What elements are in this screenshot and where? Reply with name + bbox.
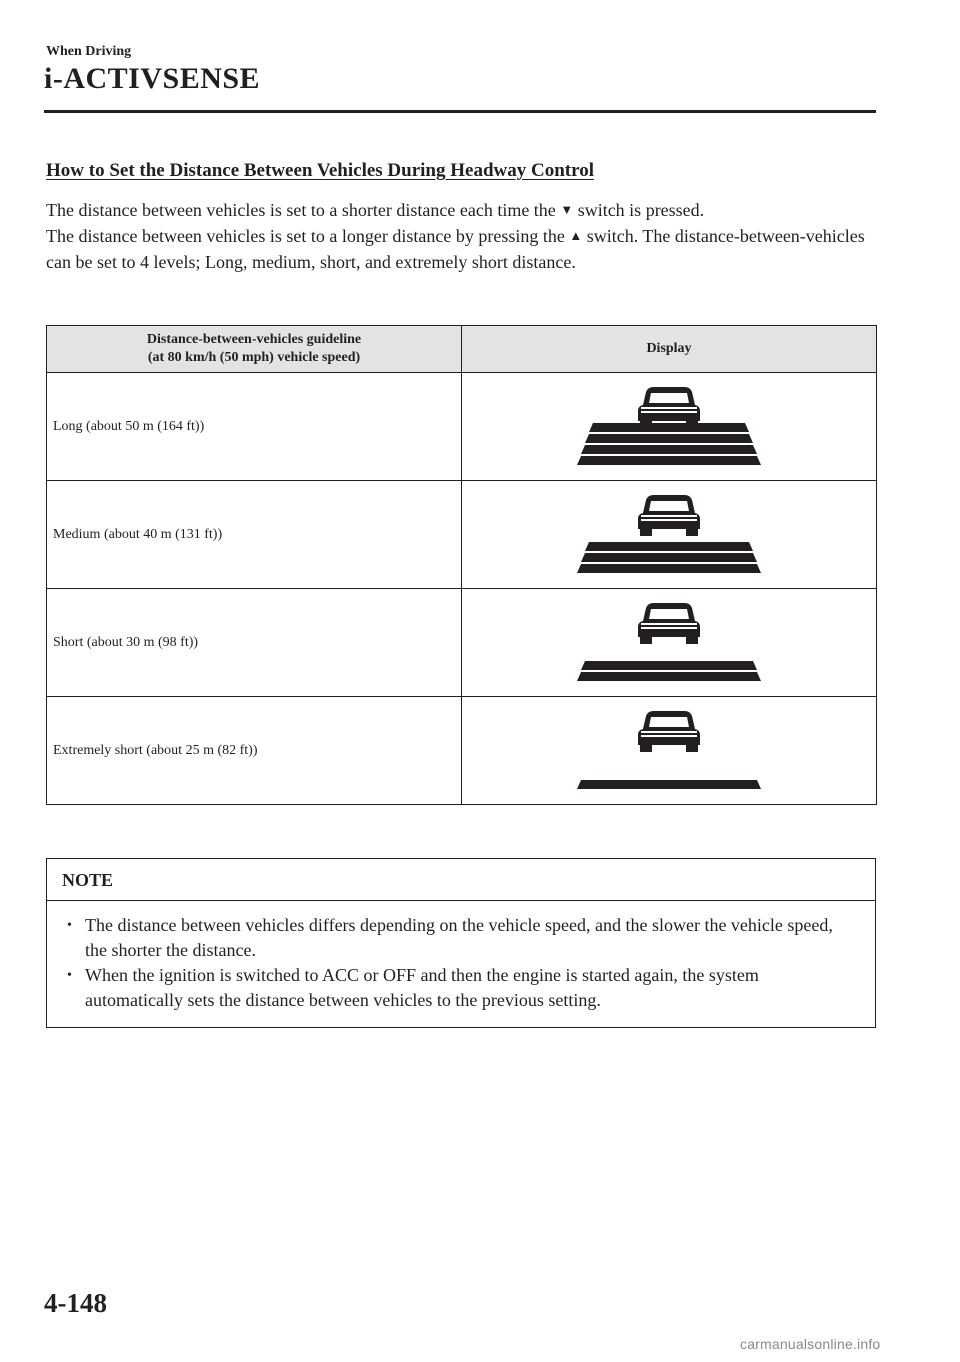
table-row xyxy=(47,481,877,589)
distance-bar-icon xyxy=(581,553,757,562)
header-divider xyxy=(44,110,876,113)
distance-bar-icon xyxy=(577,672,761,681)
page-number: 4-148 xyxy=(44,1288,107,1318)
intro-text-1b: switch is pressed. xyxy=(573,200,705,220)
table-row xyxy=(47,589,877,697)
section-heading: How to Set the Distance Between Vehicles During Headway Control xyxy=(46,160,594,181)
car-rear-icon xyxy=(638,387,700,428)
note-title: NOTE xyxy=(47,859,875,901)
distance-table xyxy=(46,325,877,805)
intro-text-1a: The distance between vehicles is set to a shorter distance each time the xyxy=(46,200,561,220)
note-box xyxy=(46,858,876,1028)
distance-bar-icon xyxy=(577,456,761,465)
distance-bar-icon xyxy=(585,542,753,551)
note-item: • The distance between vehicles differs depending on the vehicle speed, and the slower the vehicle speed, the shorter the distance. xyxy=(67,913,855,963)
distance-bar-icon xyxy=(577,780,761,789)
intro-text xyxy=(46,198,886,275)
table-row xyxy=(47,697,877,805)
display-cell xyxy=(462,589,877,697)
distance-label: Extremely short (about 25 m (82 ft)) xyxy=(47,697,462,805)
guideline-header-line2: (at 80 km/h (50 mph) vehicle speed) xyxy=(147,350,361,365)
table-header-row xyxy=(47,326,877,373)
distance-bar-icon xyxy=(577,564,761,573)
display-column-header: Display xyxy=(462,326,877,373)
display-cell xyxy=(462,697,877,805)
intro-text-2a: The distance between vehicles is set to a longer distance by pressing the xyxy=(46,226,570,246)
distance-display xyxy=(569,589,769,693)
guideline-header-line1: Distance-between-vehicles guideline xyxy=(146,332,362,347)
distance-display xyxy=(569,481,769,585)
display-cell xyxy=(462,373,877,481)
intro-text-2b: switch. The distance-between-vehicles can be set to 4 levels; Long, medium, short, and extremely short distance. xyxy=(46,226,865,272)
distance-bar-icon xyxy=(581,445,757,454)
distance-label: Medium (about 40 m (131 ft)) xyxy=(47,481,462,589)
distance-display xyxy=(569,697,769,801)
section-label: When Driving xyxy=(46,44,132,59)
distance-bar-icon xyxy=(581,661,757,670)
intro-paragraph xyxy=(46,198,886,275)
footer-watermark: carmanualsonline.info xyxy=(740,1336,881,1352)
car-rear-icon xyxy=(638,711,700,752)
chapter-title: i-ACTIVSENSE xyxy=(44,62,261,95)
distance-label: Long (about 50 m (164 ft)) xyxy=(47,373,462,481)
distance-bar-icon xyxy=(589,423,749,432)
distance-label: Short (about 30 m (98 ft)) xyxy=(47,589,462,697)
distance-bar-icon xyxy=(585,434,753,443)
table-row xyxy=(47,373,877,481)
car-rear-icon xyxy=(638,495,700,536)
distance-display xyxy=(569,373,769,477)
down-triangle-icon: ▼ xyxy=(560,202,574,217)
up-triangle-icon: ▲ xyxy=(569,228,583,243)
car-rear-icon xyxy=(638,603,700,644)
display-cell xyxy=(462,481,877,589)
note-list xyxy=(47,913,875,1013)
guideline-column-header xyxy=(47,326,462,373)
note-item: • When the ignition is switched to ACC or OFF and then the engine is started again, the system automatically sets the distance between vehicles to the previous setting. xyxy=(67,963,855,1013)
